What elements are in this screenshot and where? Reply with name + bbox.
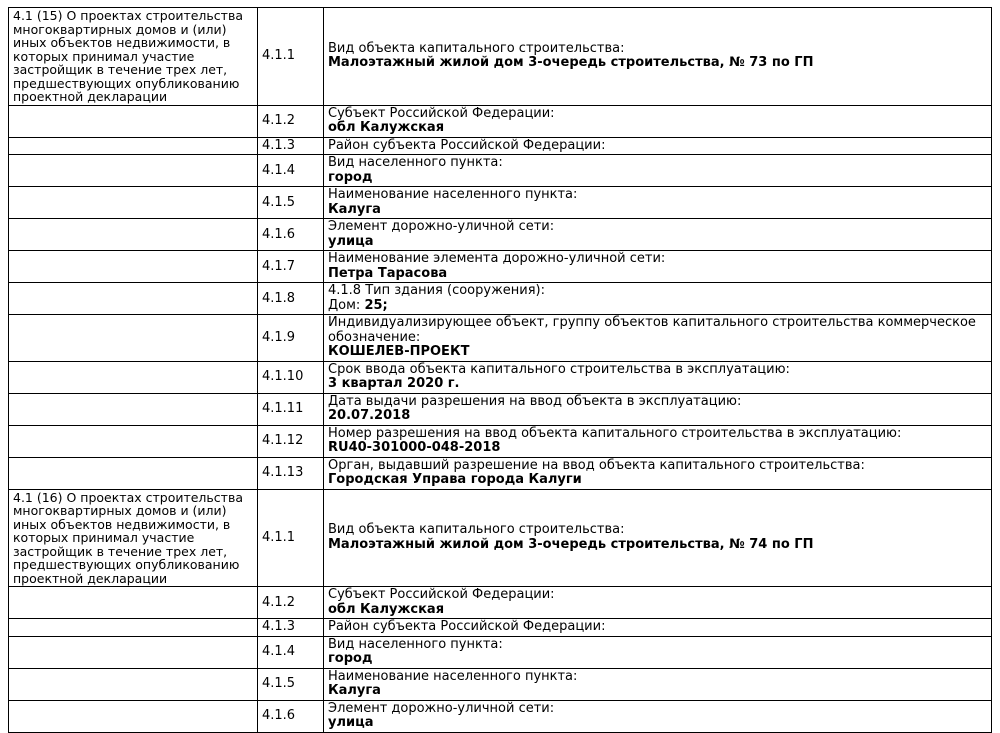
table-row [9,361,992,393]
empty-cell [9,251,258,283]
row-number-cell: 4.1.13 [258,457,324,489]
field-label: Район субъекта Российской Федерации: [328,137,606,153]
row-content-cell [324,251,992,283]
field-label: Наименование элемента дорожно-уличной сети: [328,251,666,266]
table-row [9,187,992,219]
row-number-cell: 4.1.1 [258,8,324,106]
field-label: Субъект Российской Федерации: [328,587,555,602]
table-row [9,489,992,587]
field-label: Срок ввода объекта капитального строительства в эксплуатацию: [328,361,790,377]
empty-cell [9,155,258,187]
field-label: Орган, выдавший разрешение на ввод объекта капитального строительства: [328,457,865,473]
empty-cell [9,636,258,668]
row-number-cell: 4.1.3 [258,619,324,637]
field-label: Вид населенного пункта: [328,155,503,170]
field-label: Вид населенного пункта: [328,636,503,652]
row-content-cell [324,587,992,619]
row-content-cell [324,283,992,315]
table-row [9,393,992,425]
field-label: Наименование населенного пункта: [328,187,578,202]
empty-cell [9,187,258,219]
empty-cell [9,457,258,489]
row-number-cell: 4.1.7 [258,251,324,283]
row-number-cell: 4.1.4 [258,155,324,187]
row-content-cell [324,137,992,155]
row-number-cell: 4.1.6 [258,700,324,732]
section-description-cell: 4.1 (15) О проектах строительства многоквартирных домов и (или) иных объектов недвижимости, в которых принимал участие застройщик в течение трех лет, предшествующих опубликованию проектной декларации [9,8,258,106]
row-number-cell: 4.1.8 [258,283,324,315]
field-value: город [328,651,373,666]
row-number-cell: 4.1.5 [258,187,324,219]
field-label: Дата выдачи разрешения на ввод объекта в эксплуатацию: [328,393,742,409]
empty-cell [9,315,258,362]
row-number-cell: 4.1.11 [258,393,324,425]
row-content-cell [324,105,992,137]
row-number-cell: 4.1.4 [258,636,324,668]
field-value: улица [328,715,374,730]
field-value: КОШЕЛЕВ-ПРОЕКТ [328,344,470,359]
row-content-cell [324,219,992,251]
field-label: 4.1.8 Тип здания (сооружения): [328,283,546,298]
row-number-cell: 4.1.12 [258,425,324,457]
field-value: RU40-301000-048-2018 [328,440,501,455]
row-content-cell [324,636,992,668]
field-value: 3 квартал 2020 г. [328,376,460,391]
table-row [9,251,992,283]
field-value: улица [328,233,374,249]
projects-table [8,7,992,733]
row-number-cell: 4.1.9 [258,315,324,362]
field-value: 20.07.2018 [328,408,411,423]
table-row [9,700,992,732]
empty-cell [9,587,258,619]
field-label: Номер разрешения на ввод объекта капитального строительства в эксплуатацию: [328,425,902,441]
row-content-cell [324,457,992,489]
table-row [9,587,992,619]
table-row [9,137,992,155]
table-row [9,668,992,700]
field-value: обл Калужская [328,120,445,135]
field-label: Вид объекта капитального строительства: [328,522,625,538]
table-row [9,315,992,362]
empty-cell [9,393,258,425]
field-label: Элемент дорожно-уличной сети: [328,219,555,234]
projects-table-body [9,8,992,733]
empty-cell [9,619,258,637]
field-label: Субъект Российской Федерации: [328,105,555,121]
field-value-text: 25; [364,297,388,313]
table-row [9,619,992,637]
row-content-cell [324,489,992,587]
row-content-cell [324,187,992,219]
section-description-cell: 4.1 (16) О проектах строительства многоквартирных домов и (или) иных объектов недвижимости, в которых принимал участие застройщик в течение трех лет, предшествующих опубликованию проектной декларации [9,489,258,587]
row-content-cell [324,668,992,700]
table-row [9,457,992,489]
row-content-cell [324,315,992,362]
empty-cell [9,105,258,137]
empty-cell [9,361,258,393]
row-content-cell [324,361,992,393]
row-content-cell [324,425,992,457]
field-label: Район субъекта Российской Федерации: [328,619,606,634]
field-value [328,299,987,314]
row-number-cell: 4.1.2 [258,587,324,619]
field-value: Малоэтажный жилой дом 3-очередь строительства, № 73 по ГП [328,55,814,71]
table-row [9,219,992,251]
row-number-cell: 4.1.2 [258,105,324,137]
row-content-cell [324,155,992,187]
row-number-cell: 4.1.10 [258,361,324,393]
row-content-cell [324,393,992,425]
empty-cell [9,425,258,457]
table-row [9,155,992,187]
field-value: Городская Управа города Калуги [328,472,582,487]
row-content-cell [324,700,992,732]
table-row [9,105,992,137]
empty-cell [9,137,258,155]
row-number-cell: 4.1.3 [258,137,324,155]
field-value: Калуга [328,683,381,698]
field-label: Элемент дорожно-уличной сети: [328,700,555,716]
row-number-cell: 4.1.1 [258,489,324,587]
field-value: Петра Тарасова [328,265,448,281]
field-value: город [328,169,373,185]
row-number-cell: 4.1.6 [258,219,324,251]
field-label: Вид объекта капитального строительства: [328,40,625,56]
field-label: Индивидуализирующее объект, группу объектов капитального строительства коммерческое обозначение: [328,315,976,345]
empty-cell [9,283,258,315]
table-row [9,425,992,457]
row-content-cell [324,8,992,106]
table-row [9,283,992,315]
field-value-prefix: Дом: [328,297,365,313]
field-value: обл Калужская [328,601,445,617]
field-value: Малоэтажный жилой дом 3-очередь строительства, № 74 по ГП [328,536,814,552]
table-row [9,636,992,668]
empty-cell [9,219,258,251]
empty-cell [9,668,258,700]
field-label: Наименование населенного пункта: [328,668,578,684]
row-content-cell [324,619,992,637]
row-number-cell: 4.1.5 [258,668,324,700]
table-row [9,8,992,106]
empty-cell [9,700,258,732]
field-value: Калуга [328,201,381,217]
